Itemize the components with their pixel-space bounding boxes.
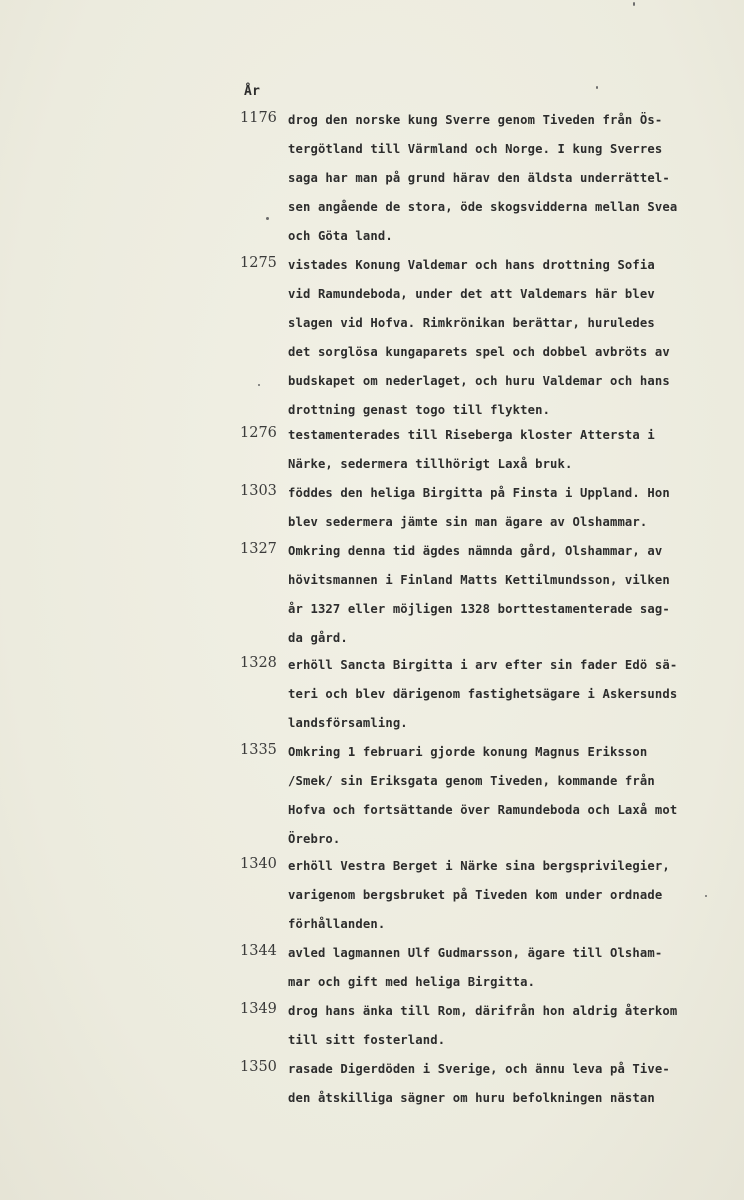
text-line: mar och gift med heliga Birgitta. xyxy=(288,975,536,989)
text-line: slagen vid Hofva. Rimkrönikan berättar, huruledes xyxy=(288,316,655,330)
entry-text xyxy=(288,110,728,255)
entry-year: 1276 xyxy=(240,425,277,441)
entry-year: 1344 xyxy=(240,943,277,959)
paper-speck xyxy=(258,384,260,386)
text-line: teri och blev därigenom fastighetsägare i Askersunds xyxy=(288,687,678,701)
text-line: Hofva och fortsättande över Ramundeboda och Laxå mot xyxy=(288,803,678,817)
text-line: Omkring 1 februari gjorde konung Magnus Eriksson xyxy=(288,745,648,759)
text-line: tergötland till Värmland och Norge. I kung Sverres xyxy=(288,142,663,156)
entry-text xyxy=(288,255,728,429)
entry-text xyxy=(288,655,728,742)
entry-text xyxy=(288,856,728,943)
text-line: Närke, sedermera tillhörigt Laxå bruk. xyxy=(288,457,573,471)
text-line: drottning genast togo till flykten. xyxy=(288,403,551,417)
entry-year: 1340 xyxy=(240,856,277,872)
entry-text xyxy=(288,1001,728,1059)
entry-text xyxy=(288,742,728,858)
paper-speck xyxy=(633,2,635,6)
entry-text xyxy=(288,943,728,1001)
entry-year: 1349 xyxy=(240,1001,277,1017)
entry-text xyxy=(288,425,728,483)
text-line: testamenterades till Riseberga kloster Attersta i xyxy=(288,428,655,442)
text-line: drog den norske kung Sverre genom Tiveden från Ös- xyxy=(288,113,663,127)
text-line: erhöll Vestra Berget i Närke sina bergsprivilegier, xyxy=(288,859,670,873)
entry-text xyxy=(288,483,728,541)
text-line: /Smek/ sin Eriksgata genom Tiveden, kommande från xyxy=(288,774,655,788)
text-line: saga har man på grund härav den äldsta underrättel- xyxy=(288,171,670,185)
text-line: år 1327 eller möjligen 1328 borttestamenterade sag- xyxy=(288,602,670,616)
entry-text xyxy=(288,541,728,657)
paper-speck xyxy=(266,217,269,220)
text-line: erhöll Sancta Birgitta i arv efter sin fader Edö sä- xyxy=(288,658,678,672)
text-line: drog hans änka till Rom, därifrån hon aldrig återkom xyxy=(288,1004,678,1018)
text-line: den åtskilliga sägner om huru befolkningen nästan xyxy=(288,1091,655,1105)
text-line: vistades Konung Valdemar och hans drottning Sofia xyxy=(288,258,655,272)
text-line: förhållanden. xyxy=(288,917,386,931)
text-line: sen angående de stora, öde skogsvidderna mellan Svea xyxy=(288,200,678,214)
text-line: till sitt fosterland. xyxy=(288,1033,446,1047)
text-line: varigenom bergsbruket på Tiveden kom under ordnade xyxy=(288,888,663,902)
text-line: föddes den heliga Birgitta på Finsta i Uppland. Hon xyxy=(288,486,670,500)
text-line: blev sedermera jämte sin man ägare av Olshammar. xyxy=(288,515,648,529)
entry-year: 1350 xyxy=(240,1059,277,1075)
text-line: da gård. xyxy=(288,631,348,645)
entry-year: 1275 xyxy=(240,255,277,271)
text-line: Örebro. xyxy=(288,832,341,846)
text-line: Omkring denna tid ägdes nämnda gård, Olshammar, av xyxy=(288,544,663,558)
text-line: budskapet om nederlaget, och huru Valdemar och hans xyxy=(288,374,670,388)
entry-year: 1335 xyxy=(240,742,277,758)
entry-year: 1176 xyxy=(240,110,277,126)
column-header-year: År xyxy=(244,84,261,99)
entry-year: 1303 xyxy=(240,483,277,499)
text-line: det sorglösa kungaparets spel och dobbel avbröts av xyxy=(288,345,670,359)
entry-year: 1327 xyxy=(240,541,277,557)
text-line: hövitsmannen i Finland Matts Kettilmundsson, vilken xyxy=(288,573,670,587)
entry-text xyxy=(288,1059,728,1117)
text-line: landsförsamling. xyxy=(288,716,408,730)
text-line: avled lagmannen Ulf Gudmarsson, ägare till Olsham- xyxy=(288,946,663,960)
paper-speck xyxy=(596,86,598,89)
entry-year: 1328 xyxy=(240,655,277,671)
text-line: vid Ramundeboda, under det att Valdemars här blev xyxy=(288,287,655,301)
text-line: rasade Digerdöden i Sverige, och ännu leva på Tive- xyxy=(288,1062,670,1076)
text-line: och Göta land. xyxy=(288,229,393,243)
